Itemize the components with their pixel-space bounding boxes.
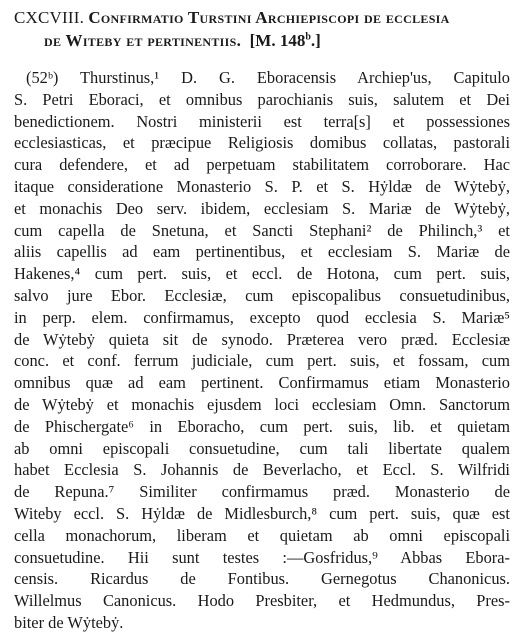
text-line: cura defendere, et ad perpetuam stabilitatem corroborare. Hac (14, 155, 510, 175)
charter-title-line-2-wrap (14, 29, 510, 52)
text-line: Hakenes,⁴ cum pert. suis, et eccl. de Hotona, cum pert. suis, (14, 264, 510, 284)
manuscript-reference-prefix: [M. 148 (249, 31, 306, 50)
text-line: ab omni episcopali consuetudine, cum tali libertate qualem (14, 438, 510, 458)
text-line: habet Ecclesia S. Johannis de Beverlacho, et Eccl. S. Wilfridi (14, 460, 510, 480)
text-line: benedictionem. Nostri ministerii est terra[s] et possessiones (14, 111, 510, 131)
text-line: ecclesiasticas, et præcipue Religiosis domibus collatas, pastorali (14, 133, 510, 153)
charter-number: CXCVIII. (14, 8, 85, 27)
text-line: S. Petri Eboraci, et omnibus parochianis suis, salutem et Dei (14, 89, 510, 109)
text-line: itaque consideratione Monasterio S. P. et S. Hẏldæ de Wẏtebẏ, (14, 176, 510, 196)
text-line: cum capella de Snetuna, et Sancti Stephani² de Philinch,³ et (14, 220, 510, 240)
text-line: censis. Ricardus de Fontibus. Gernegotus Chanonicus. (14, 569, 510, 589)
text-line: in perp. elem. confirmamus, excepto quod ecclesia S. Mariæ⁵ (14, 307, 510, 327)
text-line: conc. et conf. ferrum judiciale, cum pert. suis, et fossam, cum (14, 351, 510, 371)
text-line: consuetudine. Hii sunt testes :—Gosfridus,⁹ Abbas Eborа- (14, 547, 510, 567)
manuscript-reference (250, 31, 321, 50)
charter-text (14, 67, 510, 634)
text-line: cella monachorum, liberam et quietam ab omni episcopali (14, 525, 510, 545)
text-line: Willelmus Canonicus. Hodo Presbiter, et Hedmundus, Pres- (14, 591, 510, 611)
charter-title-line-1: Confirmatio Turstini Archiepiscopi de ecclesia (88, 8, 450, 27)
text-line: de Wẏtebẏ quieta sit de synodo. Præterea vero præd. Ecclesiæ (14, 329, 510, 349)
text-line: de Wẏtebẏ et monachis ejusdem loci ecclesiam Omn. Sanctorum (14, 394, 510, 414)
text-line: biter de Wẏtebẏ. (14, 612, 124, 632)
text-line: de Phischergate⁶ in Eboracho, cum pert. suis, lib. et quietam (14, 416, 510, 436)
text-line: et monachis Deo serv. ibidem, ecclesiam S. Mariæ de Wẏtebẏ, (14, 198, 510, 218)
text-line: (52ᵇ) Thurstinus,¹ D. G. Eboracensis Archiep'us, Capitulo (26, 68, 510, 87)
text-line: omnibus quæ ad eam pertinent. Confirmamus etiam Monasterio (14, 373, 510, 393)
text-line: Witeby eccl. S. Hẏldæ de Midlesburch,⁸ cum pert. suis, quæ est (14, 503, 510, 523)
text-line: de Repuna.⁷ Similiter confirmamus præd. Monasterio de (14, 482, 510, 502)
charter-title-line-2: de Witeby et pertinentiis. (44, 31, 242, 50)
text-line: aliis capellis ad eam pertinentibus, et ecclesiam S. Mariæ de (14, 242, 510, 262)
manuscript-reference-sup: b (305, 31, 311, 43)
text-line: salvo jure Ebor. Ecclesiæ, cum episcopalibus consuetudinibus, (14, 285, 510, 305)
charter-heading (14, 6, 510, 52)
manuscript-reference-suffix: .] (310, 31, 321, 50)
